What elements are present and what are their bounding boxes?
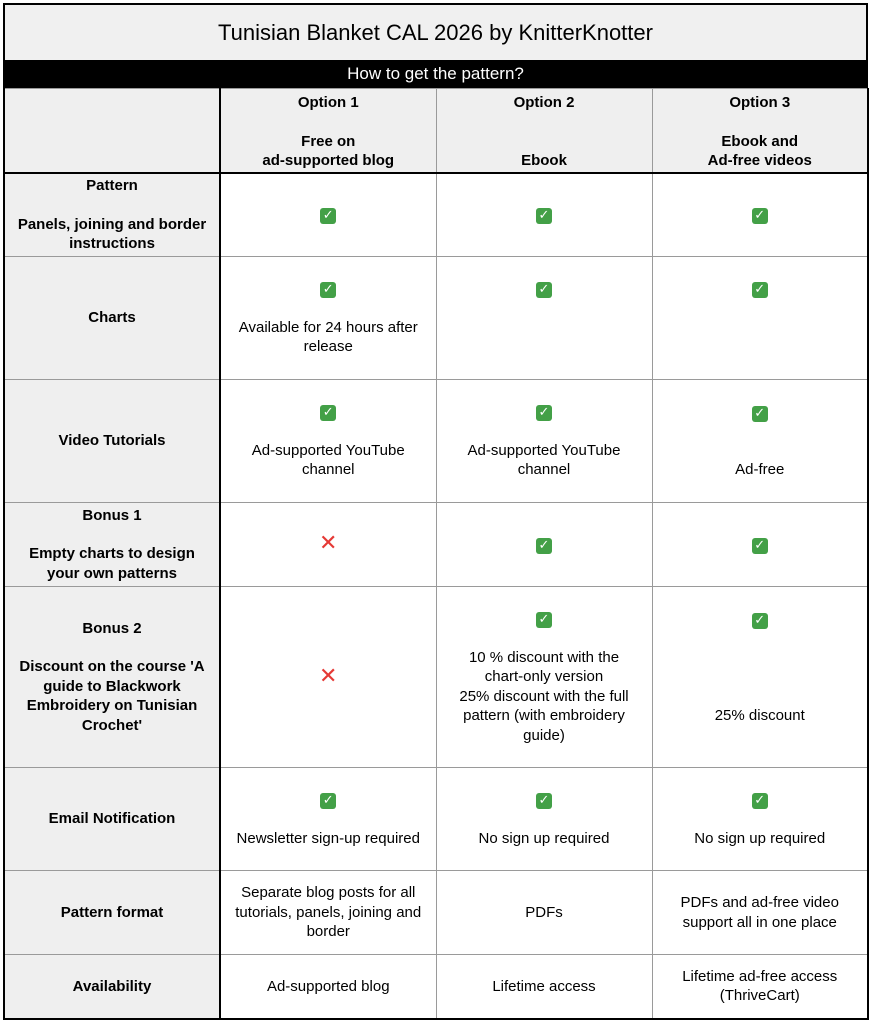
cell-text: No sign up required: [478, 829, 610, 847]
cell-text: PDFs: [525, 903, 563, 921]
green-check-icon: ✓: [536, 538, 552, 554]
table-cell: [436, 380, 652, 503]
subtitle-banner: How to get the pattern?: [3, 60, 868, 88]
row-header-line: Pattern: [86, 177, 138, 194]
table-cell: [652, 587, 868, 768]
table-cell: [220, 587, 436, 768]
column-desc-line: [443, 132, 646, 151]
table-row: [4, 503, 868, 587]
column-header-option-2: [436, 89, 652, 173]
cell-text: Newsletter sign-up required: [236, 829, 420, 847]
table-cell: [652, 955, 868, 1019]
cell-text: pattern (with embroidery: [463, 707, 625, 724]
cell-text: release: [303, 338, 353, 356]
column-desc-line: Ebook and: [721, 132, 799, 150]
table-row: [4, 871, 868, 955]
green-check-icon: ✓: [320, 405, 336, 421]
table-cell: [652, 768, 868, 871]
cell-text: channel: [301, 461, 355, 479]
table-row: [4, 587, 868, 768]
cell-text: guide): [523, 726, 565, 744]
table-cell: [220, 768, 436, 871]
table-cell: [652, 173, 868, 257]
red-cross-icon: ✕: [319, 663, 338, 689]
green-check-icon: ✓: [536, 208, 552, 224]
row-header-pattern-format: [4, 871, 220, 955]
cell-text: Ad-supported YouTube: [467, 441, 621, 459]
table-cell: [436, 173, 652, 257]
table-cell: [436, 871, 652, 955]
cell-text: PDFs and ad-free video: [680, 894, 839, 911]
green-check-icon: ✓: [752, 793, 768, 809]
green-check-icon: ✓: [752, 538, 768, 554]
column-header-option-3: [652, 89, 868, 173]
row-header-line: Empty charts to design: [29, 545, 195, 563]
row-header-video-tutorials: [4, 380, 220, 503]
green-check-icon: ✓: [752, 406, 768, 422]
row-header-line: Bonus 1: [82, 506, 142, 524]
cell-text: Available for 24 hours after: [238, 318, 418, 336]
green-check-icon: ✓: [320, 282, 336, 298]
green-check-icon: ✓: [752, 208, 768, 224]
row-header-pattern: [4, 173, 220, 257]
table-cell: [436, 503, 652, 587]
row-header-email-notification: [4, 768, 220, 871]
cell-text: tutorials, panels, joining and: [235, 903, 422, 921]
green-check-icon: ✓: [752, 282, 768, 298]
table-row: [4, 257, 868, 380]
row-header-line: instructions: [69, 235, 155, 252]
options-table: [3, 88, 869, 1020]
cell-text: 25% discount with the full: [459, 687, 629, 705]
cell-text: chart-only version: [484, 668, 604, 685]
column-desc-line: Ebook: [521, 151, 567, 169]
table-cell: [652, 503, 868, 587]
column-label: Option 2: [513, 94, 575, 111]
table-row: [4, 173, 868, 257]
cell-text: support all in one place: [682, 913, 837, 931]
column-label: Option 3: [729, 94, 791, 111]
row-header-line: Discount on the course 'A: [19, 658, 205, 676]
row-header-bonus-1: [4, 503, 220, 587]
row-header-line: Crochet': [81, 716, 143, 734]
page-title: Tunisian Blanket CAL 2026 by KnitterKnotter: [3, 3, 868, 60]
table-cell: [652, 871, 868, 955]
column-label: Option 1: [297, 94, 359, 111]
cell-text: Ad-supported blog: [266, 977, 390, 995]
row-header-line: Embroidery on Tunisian: [26, 697, 198, 715]
table-row: [4, 768, 868, 871]
table-cell: [652, 257, 868, 380]
row-header-bonus-2: [4, 587, 220, 768]
table-cell: [220, 955, 436, 1019]
column-desc-line: ad-supported blog: [262, 152, 395, 169]
cell-text: channel: [517, 461, 571, 479]
column-desc-line: Free on: [301, 132, 356, 150]
green-check-icon: ✓: [752, 613, 768, 629]
cell-text: Ad-supported YouTube: [251, 441, 405, 459]
row-header-availability: [4, 955, 220, 1019]
column-header-option-1: [220, 89, 436, 173]
table-cell: [220, 257, 436, 380]
green-check-icon: ✓: [536, 612, 552, 628]
comparison-sheet: [3, 3, 868, 1020]
table-row: [4, 380, 868, 503]
table-cell: [436, 955, 652, 1019]
red-cross-icon: ✕: [319, 531, 338, 557]
row-header-line: Panels, joining and border: [17, 215, 207, 233]
cell-text: Lifetime ad-free access: [682, 967, 838, 985]
cell-text: border: [306, 923, 350, 941]
row-header-line: your own patterns: [46, 564, 177, 582]
cell-text: Ad-free: [735, 461, 785, 478]
column-desc-line: Ad-free videos: [707, 152, 812, 169]
green-check-icon: ✓: [320, 793, 336, 809]
table-cell: [436, 587, 652, 768]
row-header-line: guide to Blackwork: [43, 677, 181, 695]
green-check-icon: ✓: [536, 405, 552, 421]
green-check-icon: ✓: [536, 793, 552, 809]
corner-cell: [4, 89, 220, 173]
row-header-line: Pattern format: [60, 903, 164, 921]
green-check-icon: ✓: [536, 282, 552, 298]
header-row: [4, 89, 868, 173]
table-cell: [220, 173, 436, 257]
table-cell: [652, 380, 868, 503]
table-cell: [220, 380, 436, 503]
table-cell: [220, 503, 436, 587]
row-header-line: Availability: [72, 977, 152, 995]
row-header-line: Video Tutorials: [58, 432, 166, 450]
cell-text: 25% discount: [714, 707, 805, 724]
table-cell: [220, 871, 436, 955]
cell-text: Separate blog posts for all: [241, 884, 416, 902]
green-check-icon: ✓: [320, 208, 336, 224]
row-header-line: Charts: [88, 309, 136, 327]
table-row: [4, 955, 868, 1019]
cell-text: Lifetime access: [492, 977, 596, 995]
table-cell: [436, 257, 652, 380]
cell-text: (ThriveCart): [719, 987, 800, 1005]
row-header-line: Email Notification: [48, 810, 176, 828]
row-header-charts: [4, 257, 220, 380]
table-cell: [436, 768, 652, 871]
cell-text: No sign up required: [694, 829, 826, 847]
row-header-line: Bonus 2: [82, 619, 142, 637]
cell-text: 10 % discount with the: [468, 648, 620, 666]
